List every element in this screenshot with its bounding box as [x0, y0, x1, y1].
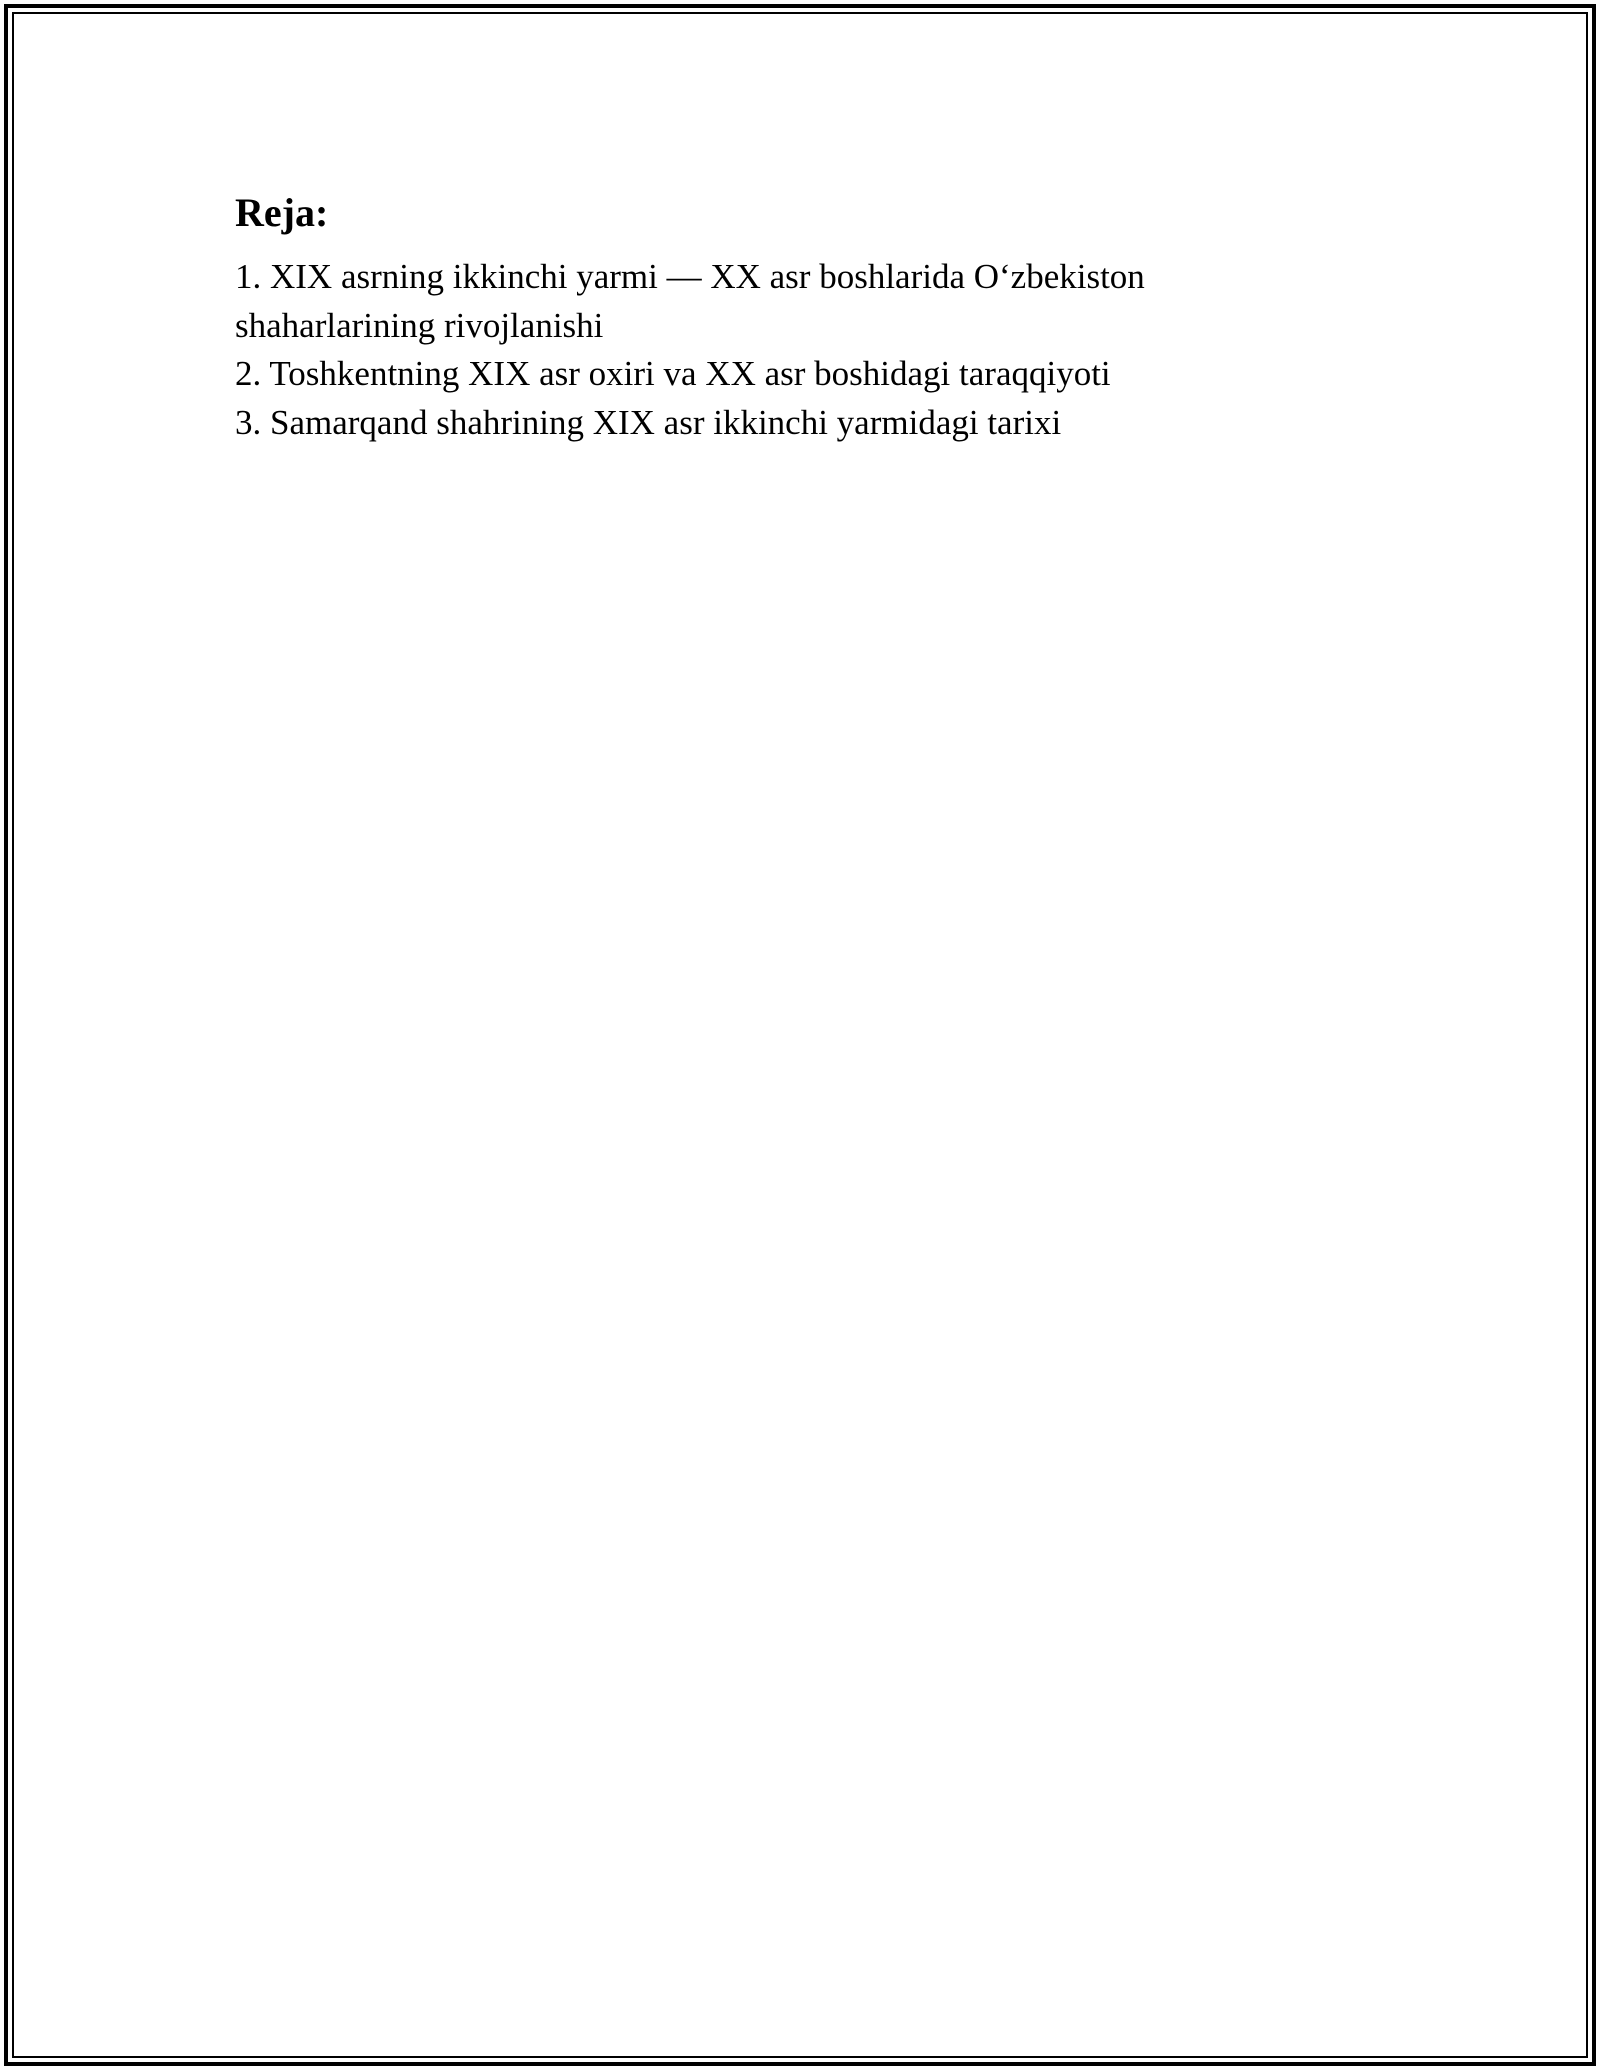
plan-heading: Reja:: [235, 190, 329, 235]
plan-item-1: 1. XIX asrning ikkinchi yarmi — XX asr boshlarida O‘zbekiston shaharlarining rivojlanishi: [235, 257, 1145, 345]
plan-item-2: 2. Toshkentning XIX asr oxiri va XX asr boshidagi taraqqiyoti: [235, 354, 1111, 393]
document-content: [235, 185, 1235, 447]
plan-list: [235, 253, 1235, 447]
plan-item-3: 3. Samarqand shahrining XIX asr ikkinchi yarmidagi tarixi: [235, 402, 1062, 442]
